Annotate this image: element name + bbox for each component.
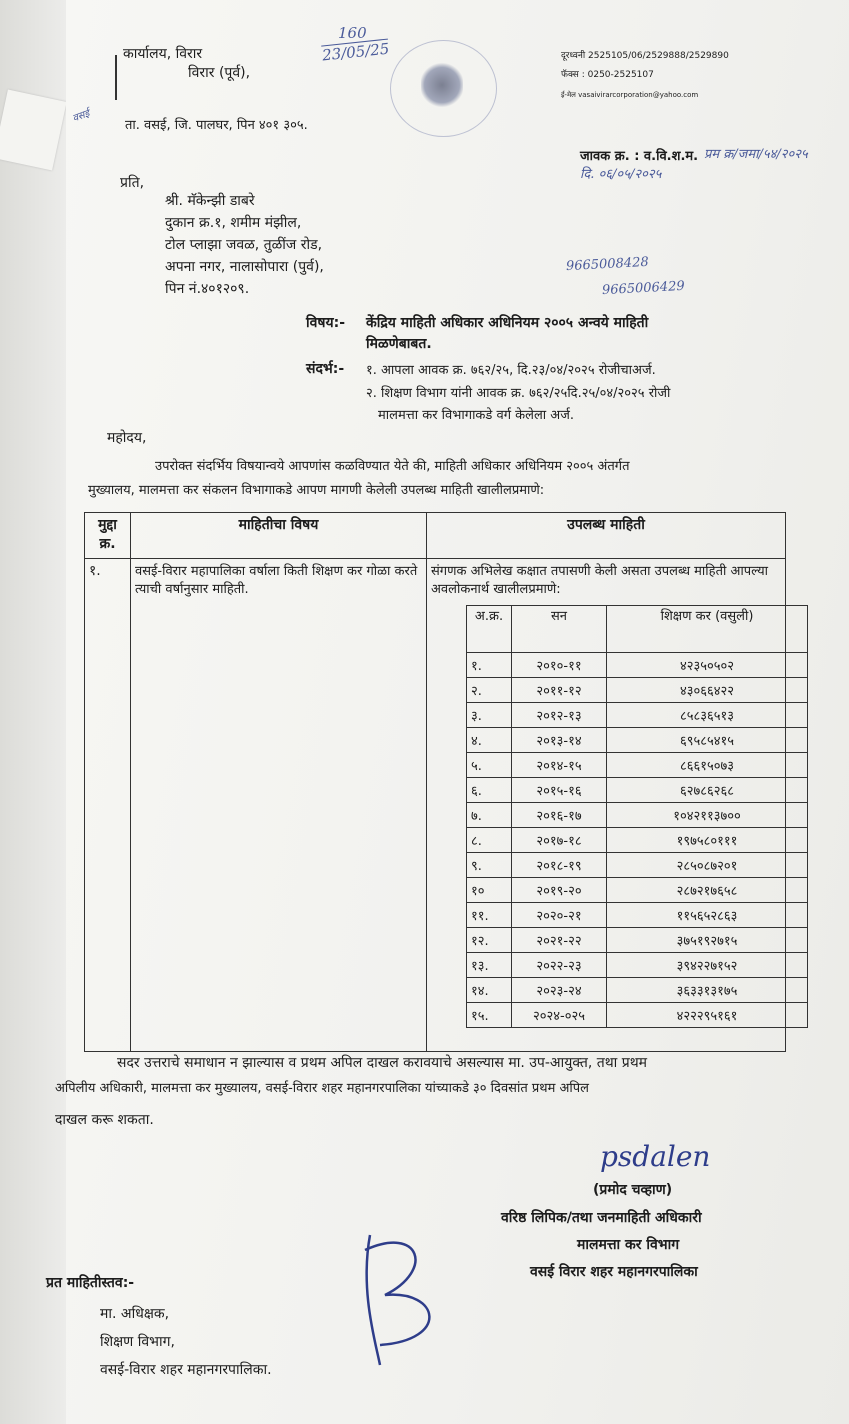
- body-paragraph-1: उपरोक्त संदर्भिय विषयान्वये आपणांस कळविण्यात येते की, माहिती अधिकार अधिनियम २००५ अंतर्गत: [155, 459, 630, 474]
- page-edge: [0, 0, 66, 1424]
- tax-row: [467, 678, 808, 703]
- tax-row: [467, 853, 808, 878]
- tax-row: [467, 728, 808, 753]
- tax-row-year: २०२०-२१: [512, 903, 607, 928]
- tax-row-sr-no: १०: [467, 878, 512, 903]
- handwritten-phone-2: 9665006429: [601, 278, 686, 299]
- tax-row-year: २०१९-२०: [512, 878, 607, 903]
- officer-designation: वरिष्ठ लिपिक/तथा जनमाहिती अधिकारी: [501, 1210, 702, 1226]
- handwritten-margin-note: वसई: [71, 108, 92, 125]
- office-address: ता. वसई, जि. पालघर, पिन ४०१ ३०५.: [125, 118, 308, 133]
- reference-2b: मालमत्ता कर विभागाकडे वर्ग केलेला अर्ज.: [378, 408, 575, 423]
- tax-row-year: २०२१-२२: [512, 928, 607, 953]
- tax-row: [467, 953, 808, 978]
- tax-row-sr-no: १३.: [467, 953, 512, 978]
- tax-row-amount: ४२३५०५०२: [607, 653, 808, 678]
- tax-row-year: २०१५-१६: [512, 778, 607, 803]
- reference-2: २. शिक्षण विभाग यांनी आवक क्र. ७६२/२५दि.२५/०४/२०२५ रोजी: [366, 386, 671, 401]
- prati: प्रति,: [120, 175, 145, 191]
- recipient-line: अपना नगर, नालासोपारा (पुर्व),: [165, 259, 324, 275]
- copy-label: प्रत माहितीस्तव:-: [46, 1275, 135, 1291]
- tax-row: [467, 653, 808, 678]
- tax-row-amount: ४३०६६४२२: [607, 678, 808, 703]
- col-header-available-info: उपलब्ध माहिती: [427, 513, 786, 559]
- tax-row-amount: ११५६५२८६३: [607, 903, 808, 928]
- tax-row-amount: १०४२११३७००: [607, 803, 808, 828]
- tax-row: [467, 978, 808, 1003]
- row-issue-no: १.: [85, 559, 131, 1052]
- handwritten-inward-date: 23/05/25: [321, 39, 391, 65]
- tax-row-amount: ८५८३६५१३: [607, 703, 808, 728]
- tax-row-amount: २८७२१७६५८: [607, 878, 808, 903]
- tax-row: [467, 903, 808, 928]
- tax-row-sr-no: ७.: [467, 803, 512, 828]
- recipient-line: श्री. मॅकेन्झी डाबरे: [165, 193, 255, 209]
- subject-text-2: मिळणेबाबत.: [366, 336, 432, 352]
- education-tax-table: [466, 605, 808, 1028]
- handwritten-inward-no: 160: [338, 24, 367, 42]
- recipient-line: दुकान क्र.१, शमीम मंझील,: [165, 215, 302, 231]
- officer-department: मालमत्ता कर विभाग: [577, 1237, 680, 1253]
- tax-row-amount: ६९५८५४१५: [607, 728, 808, 753]
- tax-row: [467, 878, 808, 903]
- row-available-info: संगणक अभिलेख कक्षात तपासणी केली असता उपलब्ध माहिती आपल्या अवलोकनार्थ खालीलप्रमाणे:: [427, 559, 786, 1052]
- jawak-label: जावक क्र. : व.वि.श.म.: [580, 149, 699, 164]
- tax-row-amount: ३९४२२७१५२: [607, 953, 808, 978]
- tax-row-amount: ४२२२९५१६१: [607, 1003, 808, 1028]
- tax-row-sr-no: ४.: [467, 728, 512, 753]
- margin-mark: [115, 55, 117, 100]
- underlying-paper: [0, 90, 67, 171]
- appeal-line-2: अपिलीय अधिकारी, मालमत्ता कर मुख्यालय, वसई-विरार शहर महानगरपालिका यांच्याकडे ३० दिवसांत प्रथम अपिल: [55, 1081, 589, 1096]
- tax-row: [467, 1003, 808, 1028]
- inner-header-education-tax: शिक्षण कर (वसुली): [607, 606, 808, 653]
- officer-name: (प्रमोद चव्हाण): [593, 1182, 673, 1198]
- tax-row-amount: ३७५१९२७१५: [607, 928, 808, 953]
- reference-label: संदर्भ:-: [306, 361, 345, 377]
- office-label: कार्यालय, विरार: [123, 46, 203, 62]
- tax-row-sr-no: ६.: [467, 778, 512, 803]
- tax-row-amount: २८५०८७२०१: [607, 853, 808, 878]
- subject-text: केंद्रिय माहिती अधिकार अधिनियम २००५ अन्वये माहिती: [366, 315, 649, 331]
- tax-row-year: २०१७-१८: [512, 828, 607, 853]
- copy-line-2: शिक्षण विभाग,: [100, 1334, 175, 1350]
- tax-row-sr-no: ५.: [467, 753, 512, 778]
- handwritten-phone-1: 9665008428: [565, 254, 650, 275]
- tax-row-sr-no: ३.: [467, 703, 512, 728]
- phone-numbers: दूरध्वनी 2525105/06/2529888/2529890: [561, 51, 729, 61]
- tax-row-sr-no: ८.: [467, 828, 512, 853]
- tax-row-sr-no: २.: [467, 678, 512, 703]
- tax-row-sr-no: १५.: [467, 1003, 512, 1028]
- tax-row-year: २०१०-११: [512, 653, 607, 678]
- email-address: ई-मेल vasaivirarcorporation@yahoo.com: [561, 91, 699, 99]
- tax-row-amount: १९७५८०१११: [607, 828, 808, 853]
- col-header-issue-no: मुद्दा क्र.: [85, 513, 131, 559]
- tax-row-sr-no: १४.: [467, 978, 512, 1003]
- tax-row: [467, 828, 808, 853]
- fax-number: फॅक्स : 0250-2525107: [561, 70, 654, 80]
- tax-row-sr-no: १.: [467, 653, 512, 678]
- tax-row-amount: ८६६१५०७३: [607, 753, 808, 778]
- recipient-line: पिन नं.४०१२०९.: [165, 281, 250, 297]
- recipient-line: टोल प्लाझा जवळ, तुळींज रोड,: [165, 237, 323, 253]
- tax-row-amount: ६२७८६२६८: [607, 778, 808, 803]
- salutation: महोदय,: [107, 430, 147, 446]
- tax-row-sr-no: १२.: [467, 928, 512, 953]
- tax-row-year: २०१६-१७: [512, 803, 607, 828]
- subject-label: विषय:-: [306, 315, 346, 331]
- office-sub: विरार (पूर्व),: [188, 65, 251, 81]
- appeal-line-1: सदर उत्तराचे समाधान न झाल्यास व प्रथम अपिल दाखल करावयाचे असल्यास मा. उप-आयुक्त, तथा प्रथम: [117, 1055, 648, 1071]
- reference-1: १. आपला आवक क्र. ७६२/२५, दि.२३/०४/२०२५ रोजीचाअर्ज.: [366, 363, 656, 378]
- inner-header-sr-no: अ.क्र.: [467, 606, 512, 653]
- tax-row-year: २०२४-०२५: [512, 1003, 607, 1028]
- tax-row-year: २०१८-१९: [512, 853, 607, 878]
- tax-row-year: २०१२-१३: [512, 703, 607, 728]
- handwritten-jawak-date: दि. ०६/०५/२०२५: [580, 167, 662, 182]
- body-paragraph-2: मुख्यालय, मालमत्ता कर संकलन विभागाकडे आपण मागणी केलेली उपलब्ध माहिती खालीलप्रमाणे:: [88, 483, 545, 498]
- tax-row-sr-no: ११.: [467, 903, 512, 928]
- tax-row-year: २०१४-१५: [512, 753, 607, 778]
- tax-row-year: २०१३-१४: [512, 728, 607, 753]
- tax-row-amount: ३६३३१३१७५: [607, 978, 808, 1003]
- tax-row-year: २०११-१२: [512, 678, 607, 703]
- handwritten-signature: psdalen: [600, 1140, 711, 1173]
- tax-row-year: २०२२-२३: [512, 953, 607, 978]
- seal-emblem: [421, 61, 463, 109]
- tax-row: [467, 928, 808, 953]
- handwritten-jawak-no: प्रम क्र/जमा/५४/२०२५: [704, 147, 808, 162]
- receipt-signature-mark: [330, 1230, 460, 1370]
- tax-row: [467, 778, 808, 803]
- officer-organization: वसई विरार शहर महानगरपालिका: [530, 1264, 698, 1280]
- tax-row-year: २०२३-२४: [512, 978, 607, 1003]
- col-header-subject: माहितीचा विषय: [131, 513, 427, 559]
- municipal-seal-logo: [390, 40, 497, 137]
- copy-line-3: वसई-विरार शहर महानगरपालिका.: [100, 1362, 272, 1378]
- inner-header-year: सन: [512, 606, 607, 653]
- tax-row: [467, 803, 808, 828]
- appeal-line-3: दाखल करू शकता.: [55, 1112, 154, 1128]
- tax-row: [467, 753, 808, 778]
- copy-line-1: मा. अधिक्षक,: [100, 1306, 170, 1322]
- tax-row: [467, 703, 808, 728]
- tax-row-sr-no: ९.: [467, 853, 512, 878]
- row-subject: वसई-विरार महापालिका वर्षाला किती शिक्षण कर गोळा करते त्याची वर्षानुसार माहिती.: [131, 559, 427, 1052]
